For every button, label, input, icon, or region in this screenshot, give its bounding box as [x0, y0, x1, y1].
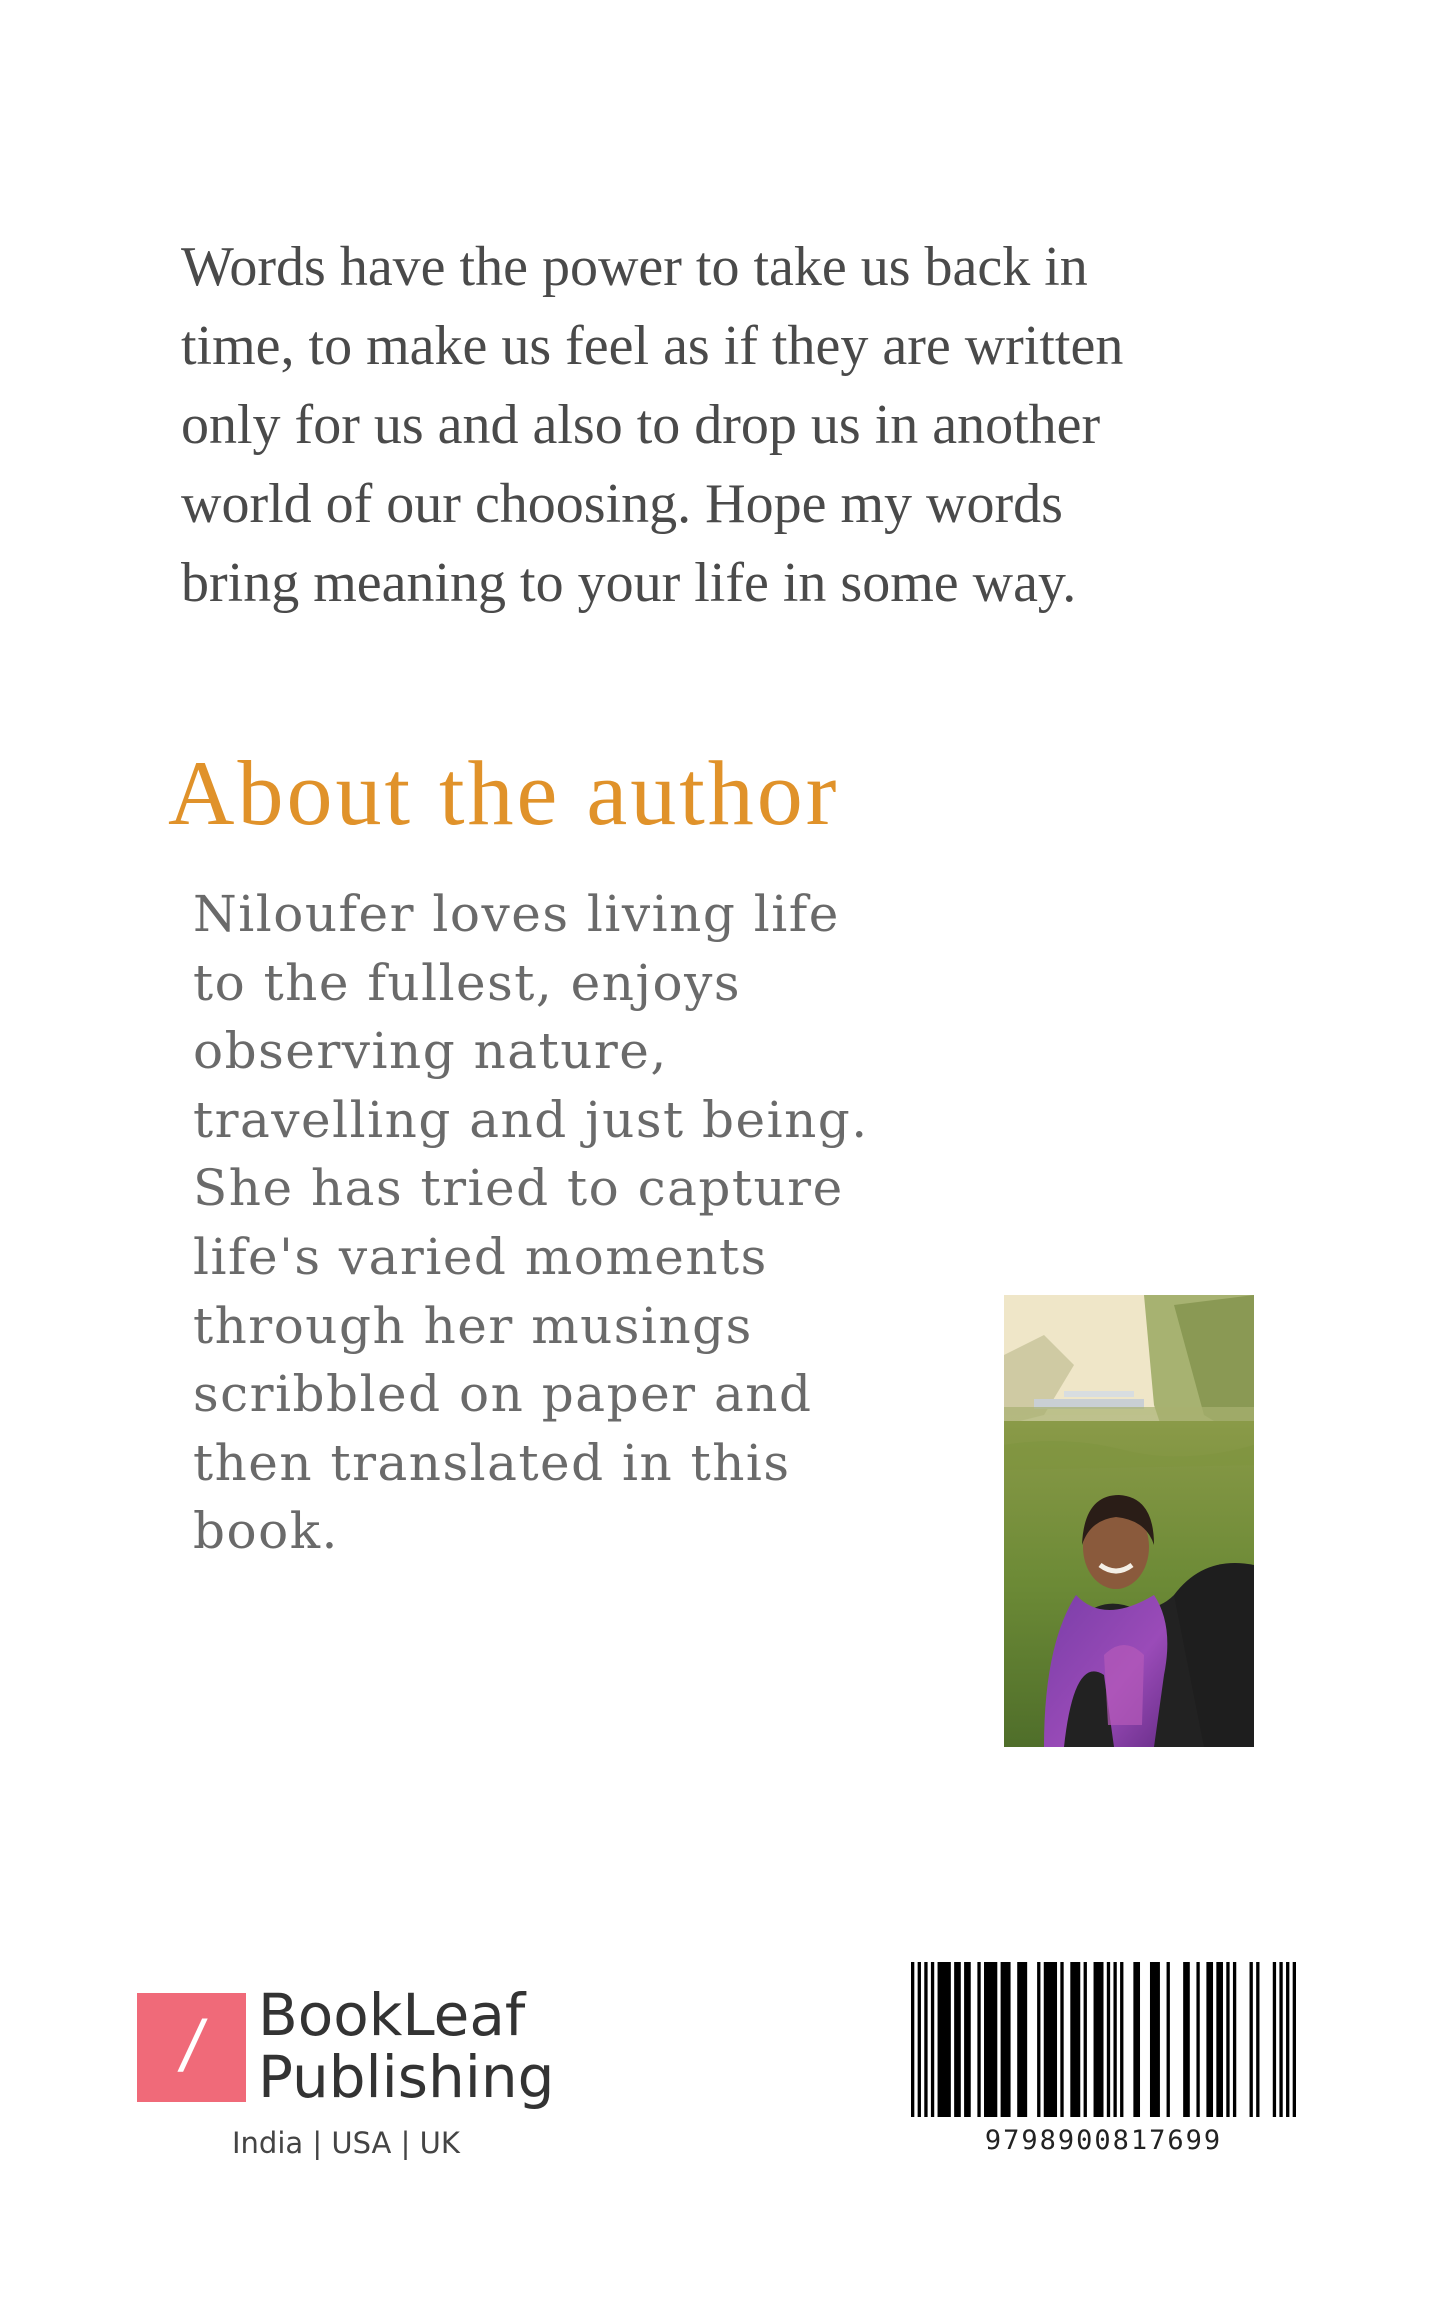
barcode-bar — [1196, 1962, 1199, 2117]
bio-line: observing nature, — [193, 1022, 668, 1081]
about-author-heading: About the author — [168, 742, 840, 844]
barcode-bar — [1044, 1962, 1057, 2117]
barcode-bar — [931, 1962, 934, 2117]
isbn-number: 9798900817699 — [984, 2125, 1223, 2156]
barcode-bar — [918, 1962, 921, 2117]
barcode-bar — [1226, 1962, 1229, 2117]
barcode-bar — [911, 1962, 914, 2117]
blurb-line: only for us and also to drop us in another — [181, 394, 1101, 456]
barcode-bar — [1094, 1962, 1104, 2117]
slash-icon: / — [181, 2007, 202, 2087]
author-bio — [193, 880, 993, 1566]
blurb-line: Words have the power to take us back in — [181, 236, 1088, 298]
blurb-line: bring meaning to your life in some way. — [181, 552, 1077, 614]
barcode-bar — [1150, 1962, 1160, 2117]
barcode-bar — [1279, 1962, 1282, 2117]
barcode-bar — [1070, 1962, 1080, 2117]
bio-line: book. — [193, 1502, 339, 1561]
barcode-bar — [1233, 1962, 1236, 2117]
back-cover-blurb — [181, 228, 1261, 623]
bio-line: life's varied moments — [193, 1227, 768, 1286]
barcode-bar — [924, 1962, 927, 2117]
bio-line: through her musings — [193, 1296, 753, 1355]
publisher-name-line1: BookLeaf — [258, 1981, 526, 2049]
barcode-bar — [954, 1962, 961, 2117]
barcode — [911, 1962, 1296, 2117]
publisher-name-line2: Publishing — [258, 2043, 555, 2111]
barcode-bar — [1183, 1962, 1190, 2117]
barcode-bar — [1001, 1962, 1011, 2117]
barcode-bar — [1273, 1962, 1276, 2117]
publisher-regions: India | USA | UK — [232, 2126, 460, 2160]
blurb-line: time, to make us feel as if they are written — [181, 315, 1124, 377]
barcode-bar — [1286, 1962, 1289, 2117]
barcode-bar — [977, 1962, 980, 2117]
barcode-bar — [1216, 1962, 1223, 2117]
barcode-bar — [964, 1962, 971, 2117]
barcode-bar — [1250, 1962, 1253, 2117]
publisher-name — [258, 1981, 555, 2111]
bio-line: to the fullest, enjoys — [193, 953, 741, 1012]
barcode-bar — [938, 1962, 951, 2117]
bio-line: then translated in this — [193, 1433, 791, 1492]
barcode-bar — [1167, 1962, 1170, 2117]
barcode-bar — [1060, 1962, 1063, 2117]
barcode-bar — [1037, 1962, 1040, 2117]
barcode-bar — [984, 1962, 997, 2117]
barcode-bar — [1113, 1962, 1116, 2117]
barcode-bar — [1206, 1962, 1213, 2117]
barcode-bar — [1107, 1962, 1110, 2117]
bio-line: She has tried to capture — [193, 1159, 844, 1218]
blurb-line: world of our choosing. Hope my words — [181, 473, 1063, 535]
bio-line: scribbled on paper and — [193, 1365, 813, 1424]
bio-line: Niloufer loves living life — [193, 885, 840, 943]
barcode-bar — [1120, 1962, 1123, 2117]
barcode-bar — [1133, 1962, 1140, 2117]
publisher-logo — [137, 1993, 246, 2102]
barcode-bar — [1017, 1962, 1027, 2117]
barcode-bar — [1084, 1962, 1087, 2117]
barcode-bar — [1256, 1962, 1259, 2117]
author-photo — [1004, 1295, 1254, 1747]
barcode-bar — [1293, 1962, 1296, 2117]
bio-line: travelling and just being. — [193, 1090, 869, 1149]
